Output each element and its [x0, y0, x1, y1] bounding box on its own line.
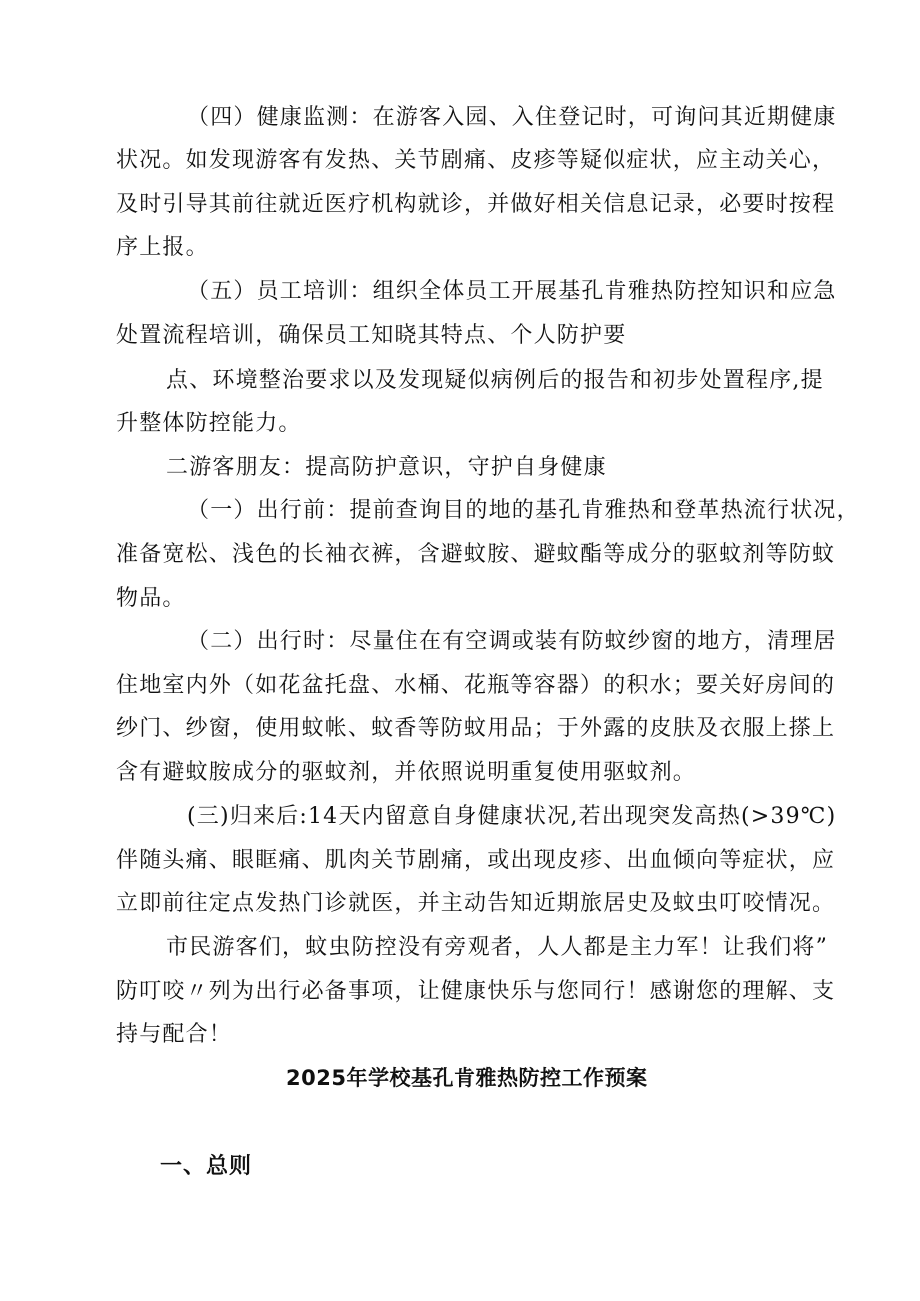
paragraph-5-line-1: （五）员工培训：组织全体员工开展基孔肯雅热防控知识和应急 — [187, 279, 837, 304]
paragraph-5-line-3: 点、环境整治要求以及发现疑似病例后的报告和初步处置程序,提 — [166, 368, 824, 393]
paragraph-4-line-1: （四）健康监测：在游客入园、入住登记时，可询问其近期健康 — [187, 105, 837, 130]
paragraph-before-line-2: 准备宽松、浅色的长袖衣裤，含避蚊胺、避蚊酯等成分的驱蚊剂等防蚊 — [116, 542, 836, 567]
paragraph-during-line-1: （二）出行时：尽量住在有空调或装有防蚊纱窗的地方，清理居 — [187, 629, 837, 654]
paragraph-during-line-4: 含有避蚊胺成分的驱蚊剂，并依照说明重复使用驱蚊剂。 — [116, 760, 697, 785]
paragraph-before-line-1: （一）出行前：提前查询目的地的基孔肯雅热和登革热流行状况， — [187, 498, 860, 523]
section-2-heading: 二游客朋友：提高防护意识，守护自身健康 — [166, 455, 607, 480]
plan-title: 2025年学校基孔肯雅热防控工作预案 — [286, 1066, 648, 1090]
paragraph-before-line-3: 物品。 — [116, 586, 186, 611]
paragraph-4-line-2: 状况。如发现游客有发热、关节剧痛、皮疹等疑似症状，应主动关心， — [116, 148, 836, 173]
paragraph-4-line-3: 及时引导其前往就近医疗机构就诊，并做好相关信息记录，必要时按程 — [116, 192, 836, 217]
paragraph-after-line-1: (三)归来后:14天内留意自身健康状况,若出现突发高热(>39℃) — [187, 804, 837, 829]
paragraph-after-line-3: 立即前往定点发热门诊就医，并主动告知近期旅居史及蚊虫叮咬情况。 — [116, 891, 836, 916]
closing-line-2: 防叮咬〃列为出行必备事项，让健康快乐与您同行！感谢您的理解、支 — [116, 979, 836, 1004]
closing-line-1: 市民游客们，蚊虫防控没有旁观者，人人都是主力军！让我们将” — [166, 935, 829, 960]
paragraph-5-line-2: 处置流程培训，确保员工知晓其特点、个人防护要 — [116, 323, 627, 348]
paragraph-during-line-2: 住地室内外（如花盆托盘、水桶、花瓶等容器）的积水；要关好房间的 — [116, 673, 836, 698]
closing-line-3: 持与配合！ — [116, 1022, 233, 1047]
paragraph-5-line-4: 升整体防控能力。 — [116, 411, 302, 436]
paragraph-after-line-2: 伴随头痛、眼眶痛、肌肉关节剧痛，或出现皮疹、出血倾向等症状，应 — [116, 848, 836, 873]
section-heading-general: 一、总则 — [160, 1154, 253, 1179]
paragraph-4-line-4: 序上报。 — [116, 235, 209, 260]
paragraph-during-line-3: 纱门、纱窗，使用蚊帐、蚊香等防蚊用品；于外露的皮肤及衣服上搽上 — [116, 716, 836, 741]
